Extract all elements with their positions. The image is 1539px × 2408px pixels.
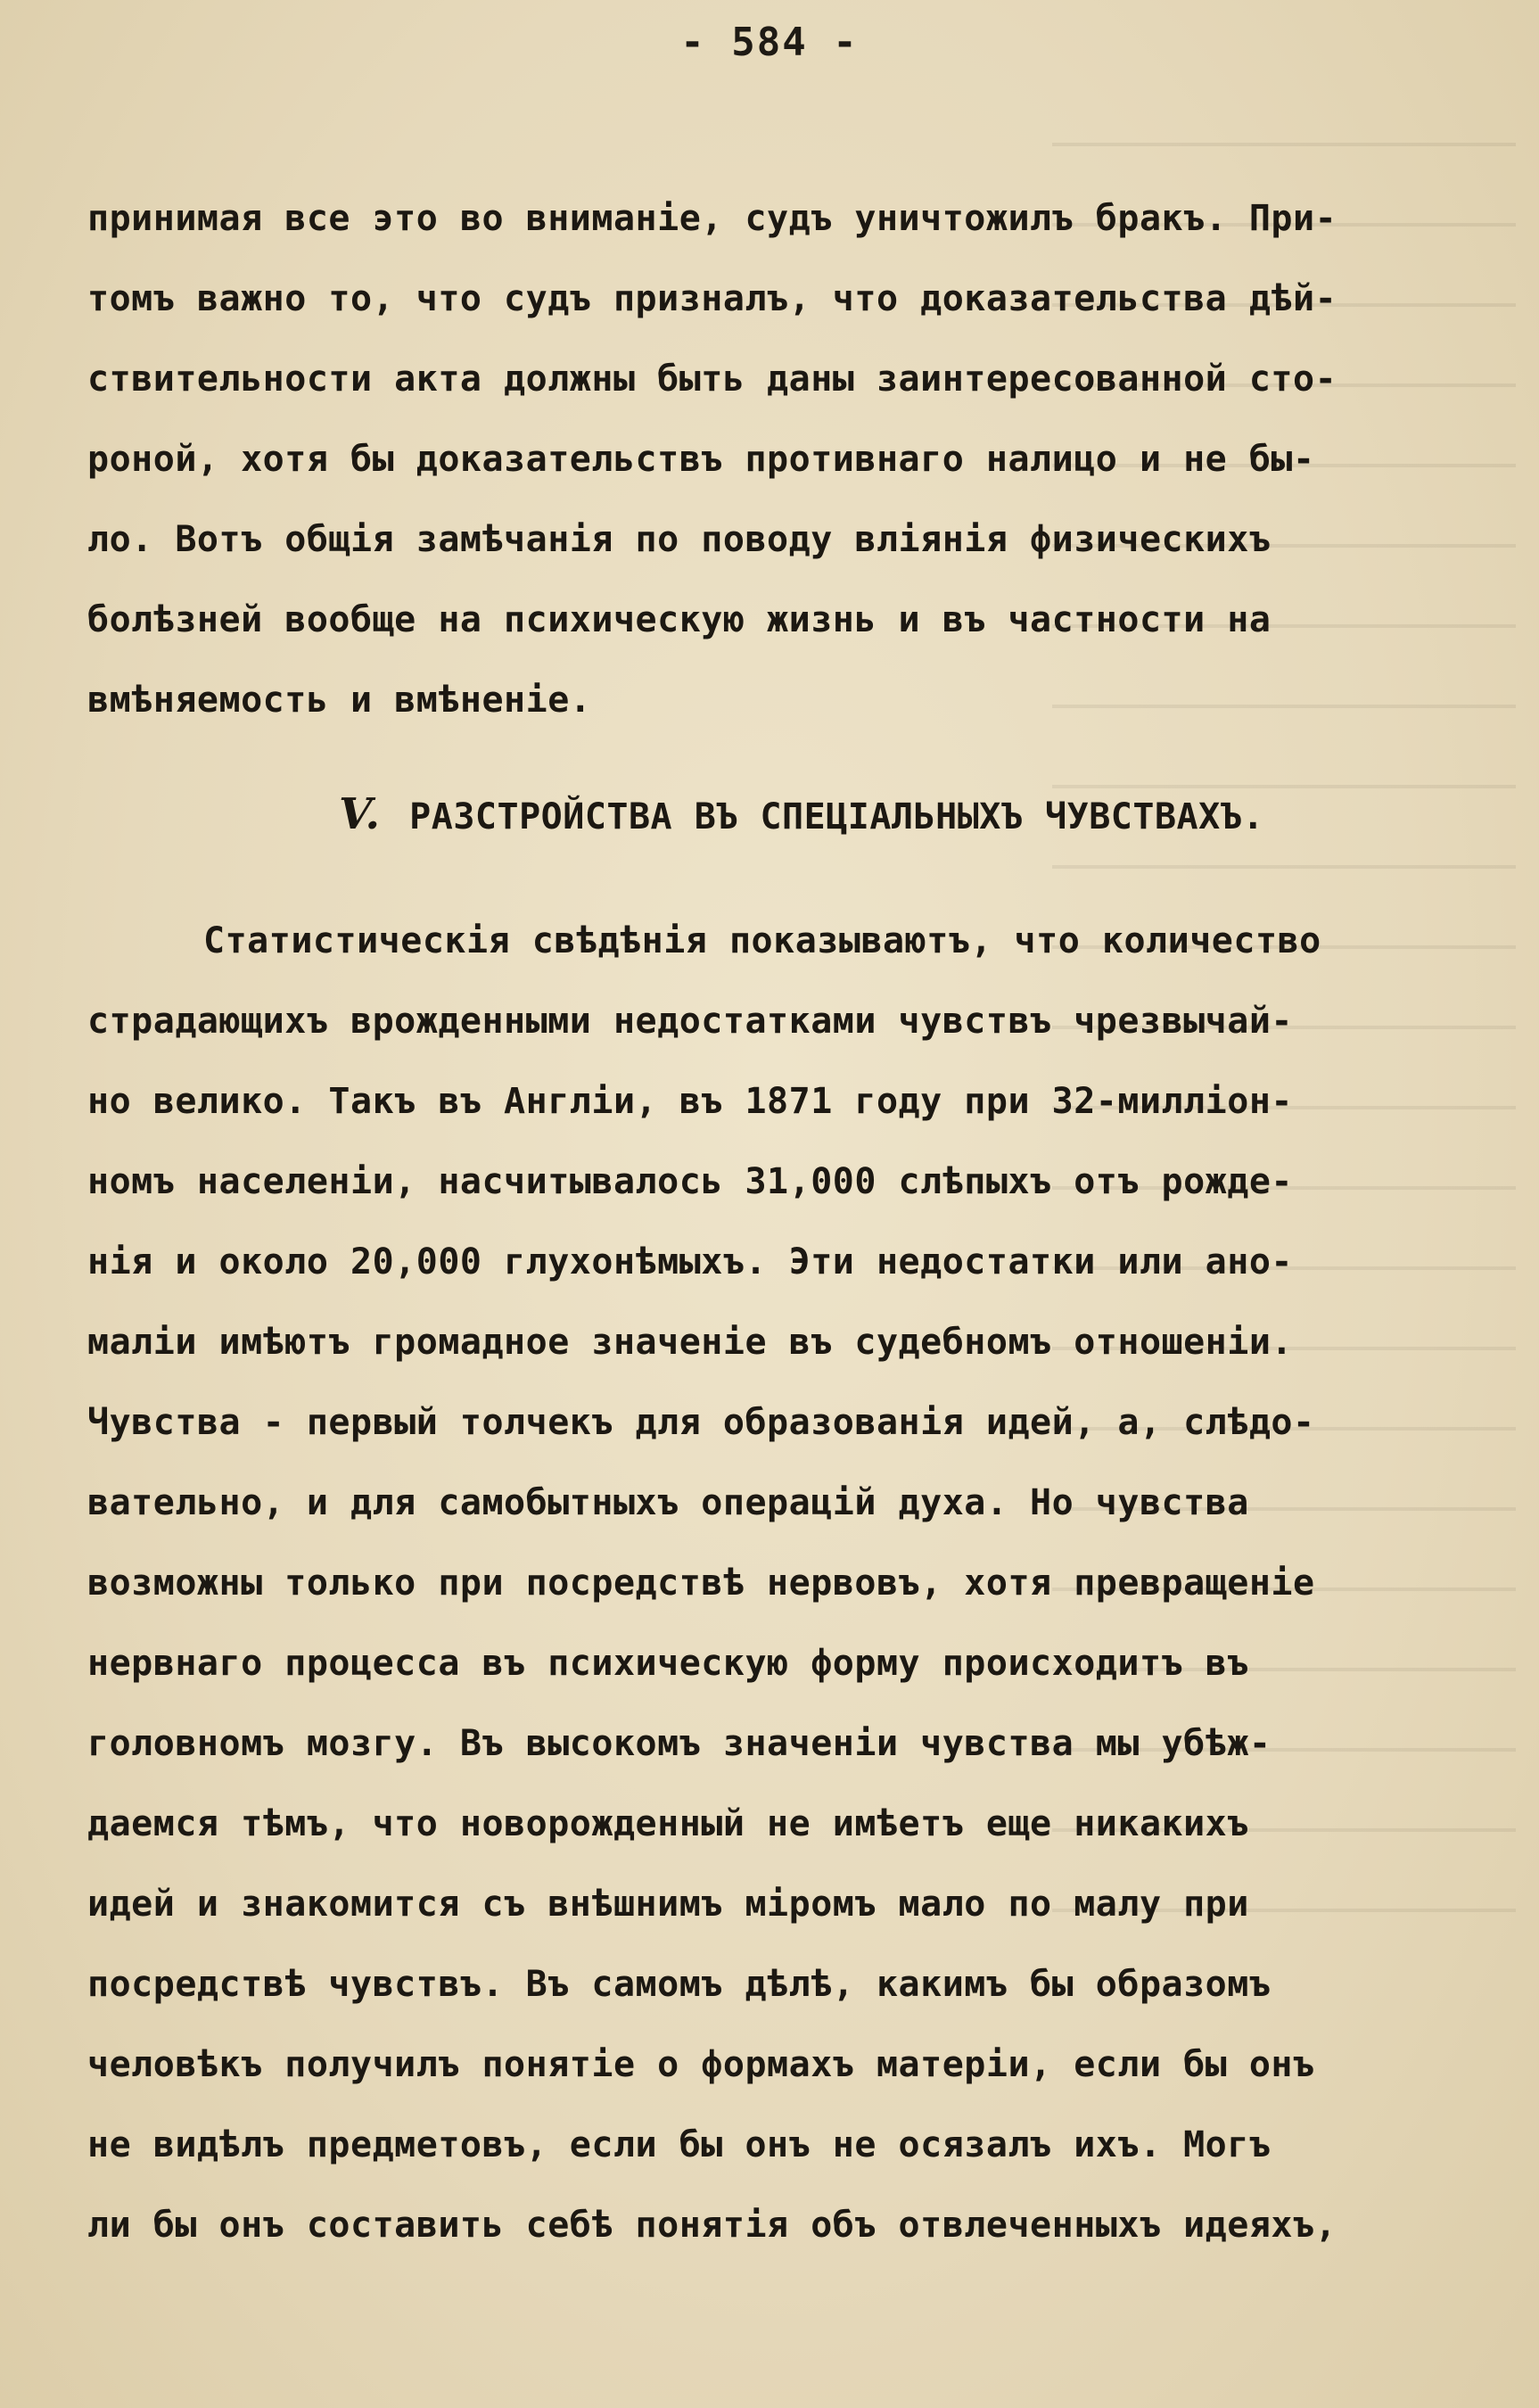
text-line: ствительности акта должны быть даны заинтересованной сто- [87, 359, 1337, 400]
text-line: посредствѣ чувствъ. Въ самомъ дѣлѣ, какимъ бы образомъ [87, 1964, 1272, 2005]
text-line: нервнаго процесса въ психическую форму происходитъ въ [87, 1643, 1249, 1684]
text-line: ло. Вотъ общія замѣчанія по поводу вліянія физическихъ [87, 519, 1272, 560]
text-line: страдающихъ врожденными недостатками чувствъ чрезвычай- [87, 1001, 1294, 1042]
text-line: ли бы онъ составить себѣ понятія объ отвлеченныхъ идеяхъ, [87, 2205, 1337, 2246]
section-numeral: V. [339, 789, 381, 839]
text-line: роной, хотя бы доказательствъ противнаго налицо и не бы- [87, 439, 1315, 480]
text-line: головномъ мозгу. Въ высокомъ значеніи чувства мы убѣж- [87, 1723, 1272, 1764]
text-line: маліи имѣютъ громадное значеніе въ судебномъ отношеніи. [87, 1322, 1294, 1363]
paragraph-1 [87, 178, 1478, 740]
text-line: болѣзней вообще на психическую жизнь и въ частности на [87, 599, 1272, 640]
text-line: вмѣняемость и вмѣненіе. [87, 680, 592, 721]
text-line: даемся тѣмъ, что новорожденный не имѣетъ еще никакихъ [87, 1803, 1249, 1844]
text-line: но велико. Такъ въ Англіи, въ 1871 году при 32-милліон- [87, 1081, 1294, 1122]
text-line: номъ населеніи, насчитывалось 31,000 слѣпыхъ отъ рожде- [87, 1161, 1294, 1202]
text-line: Чувства - первый толчекъ для образованія идей, а, слѣдо- [87, 1402, 1315, 1443]
text-line: возможны только при посредствѣ нервовъ, хотя превращеніе [87, 1563, 1315, 1604]
text-line: нія и около 20,000 глухонѣмыхъ. Эти недостатки или ано- [87, 1241, 1294, 1282]
text-line: идей и знакомится съ внѣшнимъ міромъ мало по малу при [87, 1884, 1249, 1925]
text-line: человѣкъ получилъ понятіе о формахъ матеріи, если бы онъ [87, 2044, 1315, 2085]
text-line: принимая все это во вниманіе, судъ уничтожилъ бракъ. При- [87, 198, 1337, 239]
text-line: Статистическія свѣдѣнія показываютъ, что количество [203, 920, 1321, 961]
text-line: вательно, и для самобытныхъ операцій духа. Но чувства [87, 1482, 1249, 1523]
section-title: РАЗСТРОЙСТВА ВЪ СПЕЦІАЛЬНЫХЪ ЧУВСТВАХЪ. [409, 796, 1264, 837]
page-number: - 584 - [680, 20, 859, 65]
text-line: не видѣлъ предметовъ, если бы онъ не осязалъ ихъ. Могъ [87, 2124, 1272, 2165]
section-heading [339, 789, 1264, 839]
paragraph-2 [87, 901, 1478, 2265]
text-line: томъ важно то, что судъ призналъ, что доказательства дѣй- [87, 278, 1337, 319]
